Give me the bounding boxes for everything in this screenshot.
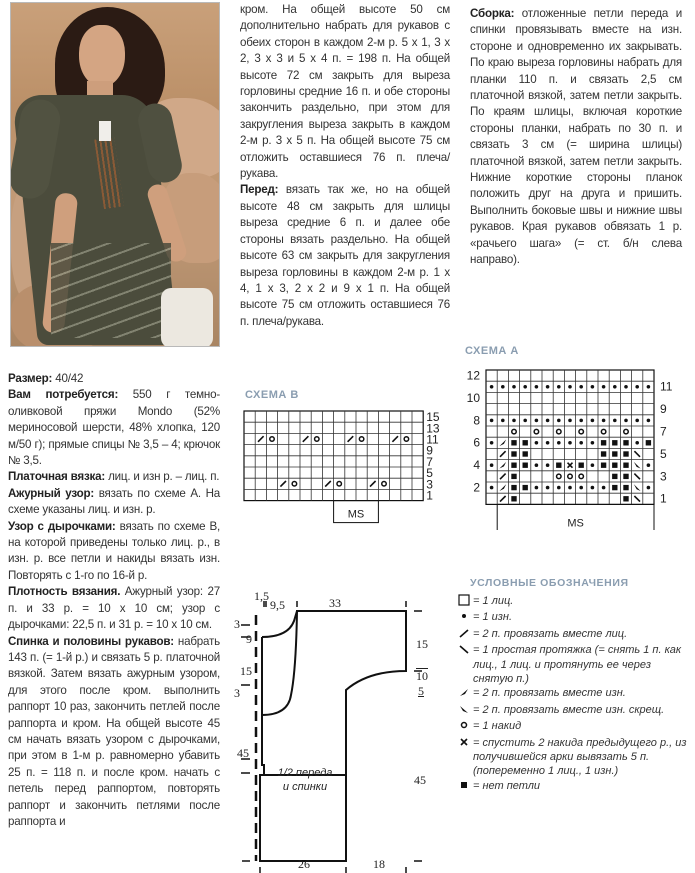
purl-symbol	[624, 385, 628, 389]
chart-b-row-label: 15	[426, 410, 440, 425]
chart-a-cell	[591, 463, 595, 467]
lace-paragraph	[8, 486, 220, 519]
chart-a-cell	[490, 385, 494, 389]
model-photo	[10, 2, 220, 347]
size-label: Размер:	[8, 372, 53, 385]
no-stitch-symbol	[511, 485, 516, 490]
chart-a-cell	[601, 451, 606, 456]
gauge-paragraph	[8, 584, 220, 633]
materials-paragraph	[8, 387, 220, 469]
dim-left-3-bottom: 3	[234, 686, 240, 700]
chart-a-cell	[602, 385, 606, 389]
chart-b-row-label: 11	[426, 432, 439, 447]
purl-symbol	[647, 463, 651, 467]
chart-a-cell	[635, 441, 639, 445]
schematic-outline	[260, 611, 406, 861]
purl-symbol	[557, 486, 561, 490]
chart-b-row-label: 13	[426, 421, 440, 436]
cross-icon	[455, 736, 473, 779]
chart-a-cell	[612, 485, 617, 490]
chart-a-row-label: 5	[660, 446, 667, 461]
legend-item	[455, 686, 690, 702]
purl-symbol	[535, 463, 539, 467]
chart-a-cell	[647, 419, 651, 423]
front-label: Перед:	[240, 183, 279, 197]
purl-symbol	[602, 419, 606, 423]
chart-a-cell	[511, 463, 516, 468]
no-stitch-symbol	[612, 474, 617, 479]
purl-symbol	[579, 441, 583, 445]
dim-left-3-top: 3	[234, 617, 240, 631]
chart-a-cell	[546, 419, 550, 423]
gauge-text: Ажурный узор: 27 п. и 33 р. = 10 х 10 см; узор с дырочками: 22,5 п. и 31 р. = 10 х 10 см.	[8, 585, 220, 632]
chart-a-cell	[535, 486, 539, 490]
no-stitch-symbol	[646, 440, 651, 445]
chart-a-row-label: 9	[660, 402, 667, 417]
purl-symbol	[591, 385, 595, 389]
legend-title: УСЛОВНЫЕ ОБОЗНАЧЕНИЯ	[470, 577, 629, 589]
chart-b-repeat-label: MS	[347, 508, 365, 521]
chart-a-cell	[624, 419, 628, 423]
no-stitch-symbol	[556, 463, 561, 468]
center-label-line-1: 1/2 переда	[277, 767, 333, 779]
chart-a-cell	[511, 474, 516, 479]
chart-a-cell	[613, 419, 617, 423]
chart-a-cell	[490, 463, 494, 467]
purl-symbol	[591, 463, 595, 467]
neckline-curve	[262, 611, 297, 637]
purl-symbol	[535, 441, 539, 445]
lace-text: вязать по схеме А. На схеме указаны лиц. и изн. р.	[8, 486, 220, 517]
chart-a-cell	[635, 385, 639, 389]
lace-hem	[51, 243, 171, 338]
chart-a-cell	[557, 419, 561, 423]
no-stitch-symbol	[511, 440, 516, 445]
purl-symbol	[602, 385, 606, 389]
dim-right-45: 45	[414, 773, 426, 787]
purl-symbol	[557, 441, 561, 445]
chart-a-cell	[546, 441, 550, 445]
no-stitch-symbol	[623, 463, 628, 468]
legend-item	[455, 594, 690, 610]
dim-right-15: 15	[416, 637, 428, 651]
no-stitch-symbol	[511, 496, 516, 501]
chart-a-cell	[512, 385, 516, 389]
front-text: вязать так же, но на общей высоте 48 см закрыть для шлицы выреза средние 6 п. и далее обе стороны вязать раздельно. На общей высоте 63 см закрыть для закругления выреза горловины в каждом 2-м р. 1 х 4, 1 х 3, 2 х 2 и 9 х 1 п. На общей высоте 75 см отложить оставшиеся 76 п. плеча/рукава.	[240, 183, 450, 328]
chart-a-row-label: 12	[466, 368, 480, 383]
no-stitch-symbol	[601, 440, 606, 445]
chart-a-cell	[568, 441, 572, 445]
chart-a-cell	[623, 463, 628, 468]
no-stitch-symbol	[623, 485, 628, 490]
no-stitch-symbol	[601, 463, 606, 468]
no-stitch-symbol	[623, 440, 628, 445]
eyelet-text: вязать по схеме В, на которой приведены только лиц. р., в изн. р. все петли и накиды вязать изн. Повторять с 1-го по 16-й р.	[8, 519, 220, 582]
chart-b-row-label: 9	[426, 443, 433, 458]
chart-a-cell	[535, 463, 539, 467]
no-stitch-symbol	[511, 474, 516, 479]
chart-a-cell	[601, 463, 606, 468]
legend-item-text: = 2 п. провязать вместе изн.	[473, 687, 626, 700]
purl-symbol	[568, 486, 572, 490]
legend-item	[455, 703, 690, 719]
purl-symbol	[591, 486, 595, 490]
chart-a-cell	[512, 419, 516, 423]
purl-symbol	[490, 385, 494, 389]
purl-symbol	[647, 385, 651, 389]
legend-item	[455, 610, 690, 626]
chart-a-cell	[557, 486, 561, 490]
legend-item	[455, 736, 690, 779]
chart-a-row-label: 10	[466, 390, 480, 405]
no-stitch-symbol	[623, 496, 628, 501]
chart-a-cell	[523, 463, 528, 468]
chart-a-cell	[612, 474, 617, 479]
chart-a-cell	[490, 486, 494, 490]
bold-slash-left-icon	[455, 703, 473, 719]
purl-symbol	[490, 486, 494, 490]
chart-a-cell	[546, 463, 550, 467]
purl-symbol	[635, 419, 639, 423]
chart-b-row-label: 7	[426, 454, 433, 469]
purl-symbol	[490, 441, 494, 445]
eyelet-paragraph	[8, 519, 220, 585]
chart-a-cell	[613, 385, 617, 389]
dim-left-45: 45	[237, 746, 249, 760]
no-stitch-symbol	[623, 451, 628, 456]
no-stitch-symbol	[601, 451, 606, 456]
no-stitch-symbol	[511, 463, 516, 468]
garter-label: Платочная вязка:	[8, 470, 106, 484]
chart-a-row-label: 11	[660, 379, 673, 394]
chart-a-cell	[647, 486, 651, 490]
chart-a-repeat-label: MS	[567, 517, 584, 530]
chart-b-row-label: 1	[426, 488, 433, 503]
chart-a-cell	[535, 385, 539, 389]
chart-a-title: СХЕМА А	[465, 345, 519, 357]
garter-text: лиц. и изн р. – лиц. п.	[105, 470, 220, 484]
purl-symbol	[591, 441, 595, 445]
purl-symbol	[523, 419, 527, 423]
chart-a-cell	[646, 440, 651, 445]
dot-icon	[455, 610, 473, 626]
chart-a-cell	[546, 486, 550, 490]
chart-a-row-label: 2	[473, 480, 480, 495]
lace-label: Ажурный узор:	[8, 486, 95, 500]
instructions-column-2	[240, 2, 450, 330]
chart-a-cell	[557, 441, 561, 445]
instructions-column-1	[8, 371, 220, 830]
chart-a-cell	[591, 419, 595, 423]
chart-a-cell	[591, 441, 595, 445]
no-stitch-symbol	[523, 440, 528, 445]
chart-a-cell	[546, 385, 550, 389]
face	[79, 25, 125, 87]
purl-symbol	[512, 419, 516, 423]
legend-item	[455, 627, 690, 643]
back-label: Спинка и половины рукавов:	[8, 634, 174, 648]
garment-schematic	[228, 585, 453, 873]
dim-9-5: 9,5	[270, 598, 285, 612]
purl-symbol	[613, 385, 617, 389]
chart-a-cell	[647, 385, 651, 389]
chart-b-row-label: 3	[426, 477, 433, 492]
legend-item-text: = 1 накид	[473, 720, 522, 733]
purl-symbol	[523, 385, 527, 389]
chart-a-row-label: 7	[660, 424, 667, 439]
purl-symbol	[579, 486, 583, 490]
chart-a-cell	[579, 486, 583, 490]
chart-b-row-label: 5	[426, 466, 433, 481]
legend	[455, 594, 690, 795]
no-stitch-symbol	[612, 485, 617, 490]
chart-a-row-label: 6	[473, 435, 480, 450]
chart-a-cell	[623, 451, 628, 456]
gauge-label: Плотность вязания.	[8, 585, 121, 599]
front-paragraph	[240, 182, 450, 330]
purl-symbol	[501, 385, 505, 389]
purl-symbol	[647, 486, 651, 490]
chart-a-cell	[490, 419, 494, 423]
purl-symbol	[568, 441, 572, 445]
purl-symbol	[546, 463, 550, 467]
no-stitch-symbol	[612, 440, 617, 445]
no-stitch-symbol	[579, 463, 584, 468]
dim-1-5: 1,5	[254, 589, 269, 603]
purl-symbol	[579, 419, 583, 423]
purl-symbol	[512, 385, 516, 389]
dim-bottom-26: 26	[298, 857, 310, 871]
chart-a-cell	[591, 486, 595, 490]
eyelet-label: Узор с дырочками:	[8, 519, 116, 533]
legend-item	[455, 643, 690, 686]
no-stitch-symbol	[612, 451, 617, 456]
purl-symbol	[535, 385, 539, 389]
garter-paragraph	[8, 469, 220, 485]
chart-b	[240, 405, 445, 530]
chart-a-cell	[623, 474, 628, 479]
dim-33: 33	[329, 596, 341, 610]
back-text: набрать 143 п. (= 1-й р.) и связать 5 р. платочной вязкой. Затем вязать ажурным узором, для этого после кром. выполнить раппорт 10 раз, закончить петлей после раппорта и кром. На общей высоте 45 см начать вязать узором с дырочками, при этом в 1-м р. равномерно убавить 25 п. = 118 п. и после кром. начать с петель перед раппортом, повторять раппорт и закончить петлями после раппорта и	[8, 634, 220, 828]
purl-symbol	[535, 486, 539, 490]
chart-a-cell	[579, 441, 583, 445]
legend-item	[455, 779, 690, 795]
chart-a-cell	[511, 485, 516, 490]
chart-a-cell	[523, 451, 528, 456]
purl-symbol	[546, 441, 550, 445]
assembly-text: отложенные петли переда и спинки провязывать вместе на изн. стороне и одновременно их закрывать. По краю выреза горловины набрать для планки 110 п. и связать 2,5 см платочной вязкой, затем петли закрыть. По краям шлицы, включая короткие стороны планки, набрать по 30 п. и связать 3 см (= ширина шлицы) платочной вязкой, затем петли закрыть. Нижние короткие стороны планок положить друг на друга и пришить. Выполнить боковые швы и нижние швы рукавов. Края рукавов обвязать 1 р. «рачьего шага» (= ст. б/н слева направо).	[470, 7, 682, 267]
chart-a-cell	[523, 440, 528, 445]
chart-a-cell	[612, 451, 617, 456]
no-stitch-symbol	[511, 451, 516, 456]
purl-symbol	[624, 419, 628, 423]
chart-a-cell	[579, 385, 583, 389]
legend-item-text: = нет петли	[473, 779, 541, 792]
no-stitch-symbol	[612, 463, 617, 468]
chart-a-cell	[556, 463, 561, 468]
legend-item-text: = 1 изн.	[473, 611, 512, 624]
schematic-center-label	[270, 766, 340, 794]
legend-item-text: = 1 лиц.	[473, 595, 514, 607]
chart-a-cell	[511, 451, 516, 456]
chart-a-cell	[511, 496, 516, 501]
purl-symbol	[557, 419, 561, 423]
chart-a-row-label: 3	[660, 469, 667, 484]
purl-symbol	[546, 486, 550, 490]
purl-symbol	[490, 419, 494, 423]
purl-symbol	[635, 441, 639, 445]
assembly-paragraph	[470, 6, 682, 269]
chart-a-cell	[591, 385, 595, 389]
chart-a-cell	[490, 441, 494, 445]
chart-a-cell	[501, 419, 505, 423]
purl-symbol	[546, 419, 550, 423]
chart-a-cell	[647, 463, 651, 467]
materials-text: 550 г темно-оливковой пряжи Mondo (52% мериносовой шерсти, 48% хлопка, 120 м/50 г); прямые спицы № 3,5 – 4; крючок № 3,5.	[8, 388, 221, 468]
chart-a-cell	[523, 485, 528, 490]
assembly-label: Сборка:	[470, 7, 515, 20]
size-paragraph	[8, 371, 220, 387]
chart-a-row-label: 1	[660, 491, 667, 506]
purl-symbol	[602, 486, 606, 490]
chart-a-cell	[523, 385, 527, 389]
chart-a-cell	[535, 441, 539, 445]
chart-a-cell	[602, 419, 606, 423]
chart-a-cell	[612, 440, 617, 445]
materials-label: Вам потребуется:	[8, 388, 119, 402]
back-paragraph	[8, 634, 220, 831]
slash-right-icon	[455, 627, 473, 643]
purl-symbol	[635, 385, 639, 389]
purl-symbol	[535, 419, 539, 423]
purl-symbol	[647, 419, 651, 423]
chart-a-cell	[523, 419, 527, 423]
circle-icon	[455, 719, 473, 735]
purl-symbol	[501, 419, 505, 423]
dim-left-15: 15	[240, 664, 252, 678]
legend-item-text: = 2 п. провязать вместе лиц.	[473, 627, 628, 640]
legend-item	[455, 719, 690, 735]
chart-a-cell	[579, 463, 584, 468]
chart-a-cell	[501, 385, 505, 389]
purl-symbol	[613, 419, 617, 423]
chart-a-cell	[623, 485, 628, 490]
purl-symbol	[579, 385, 583, 389]
chart-a-row-label: 8	[473, 413, 480, 428]
chart-a-cell	[568, 419, 572, 423]
chart-a	[458, 360, 688, 530]
white-top	[99, 121, 111, 141]
no-stitch-symbol	[523, 463, 528, 468]
dim-left-9: 9	[246, 632, 252, 646]
purl-symbol	[568, 419, 572, 423]
instructions-column-3	[470, 6, 682, 269]
chart-a-cell	[623, 496, 628, 501]
chart-a-cell	[623, 440, 628, 445]
white-pants	[161, 288, 213, 347]
dim-right-10: 10	[416, 669, 428, 683]
purl-symbol	[568, 385, 572, 389]
size-value: 40/42	[52, 372, 84, 385]
chart-a-cell	[535, 419, 539, 423]
chart-a-cell	[635, 419, 639, 423]
purl-symbol	[490, 463, 494, 467]
no-stitch-symbol	[523, 485, 528, 490]
legend-item-text: = 1 простая протяжка (= снять 1 п. как лиц., 1 лиц. и протянуть ее через снятую п.)	[473, 644, 682, 686]
center-label-line-2: и спинки	[282, 781, 328, 793]
chart-a-cell	[568, 385, 572, 389]
chart-a-cell	[612, 463, 617, 468]
no-stitch-symbol	[623, 474, 628, 479]
no-stitch-symbol	[523, 451, 528, 456]
filled-square-icon	[455, 779, 473, 795]
purl-symbol	[557, 385, 561, 389]
chart-a-cell	[602, 486, 606, 490]
chart-a-cell	[568, 486, 572, 490]
empty-square-icon	[455, 594, 473, 610]
chart-a-cell	[579, 419, 583, 423]
dim-right-5: 5	[418, 684, 424, 698]
chart-a-cell	[511, 440, 516, 445]
dim-bottom-18: 18	[373, 857, 385, 871]
chart-b-title: СХЕМА В	[245, 389, 299, 401]
chart-a-cell	[557, 385, 561, 389]
purl-symbol	[546, 385, 550, 389]
slash-left-icon	[455, 643, 473, 686]
chart-a-cell	[624, 385, 628, 389]
legend-item-text: = спустить 2 накида предыдущего р., из получившейся арки вывязать 5 п. (попеременно 1 лиц., 1 изн.)	[473, 736, 687, 778]
purl-symbol	[591, 419, 595, 423]
legend-item-text: = 2 п. провязать вместе изн. скрещ.	[473, 703, 665, 716]
bold-slash-right-icon	[455, 686, 473, 702]
chart-a-row-label: 4	[473, 458, 480, 473]
back-continued-paragraph: кром. На общей высоте 50 см дополнительно набрать для рукавов с обеих сторон в каждом 2-м р. 5 х 1, 3 х 2, 3 х 3 и 5 х 4 п. = 198 п. На общей высоте 72 см закрыть для выреза горловины средние 16 п. и обе стороны закончить раздельно, при этом для закругления выреза закрыть в каждом 2-м р. 3 х 5 п. На общей высоте 75 см отложить оставшиеся 76 п. плеча/рукава.	[240, 3, 450, 181]
chart-a-cell	[601, 440, 606, 445]
